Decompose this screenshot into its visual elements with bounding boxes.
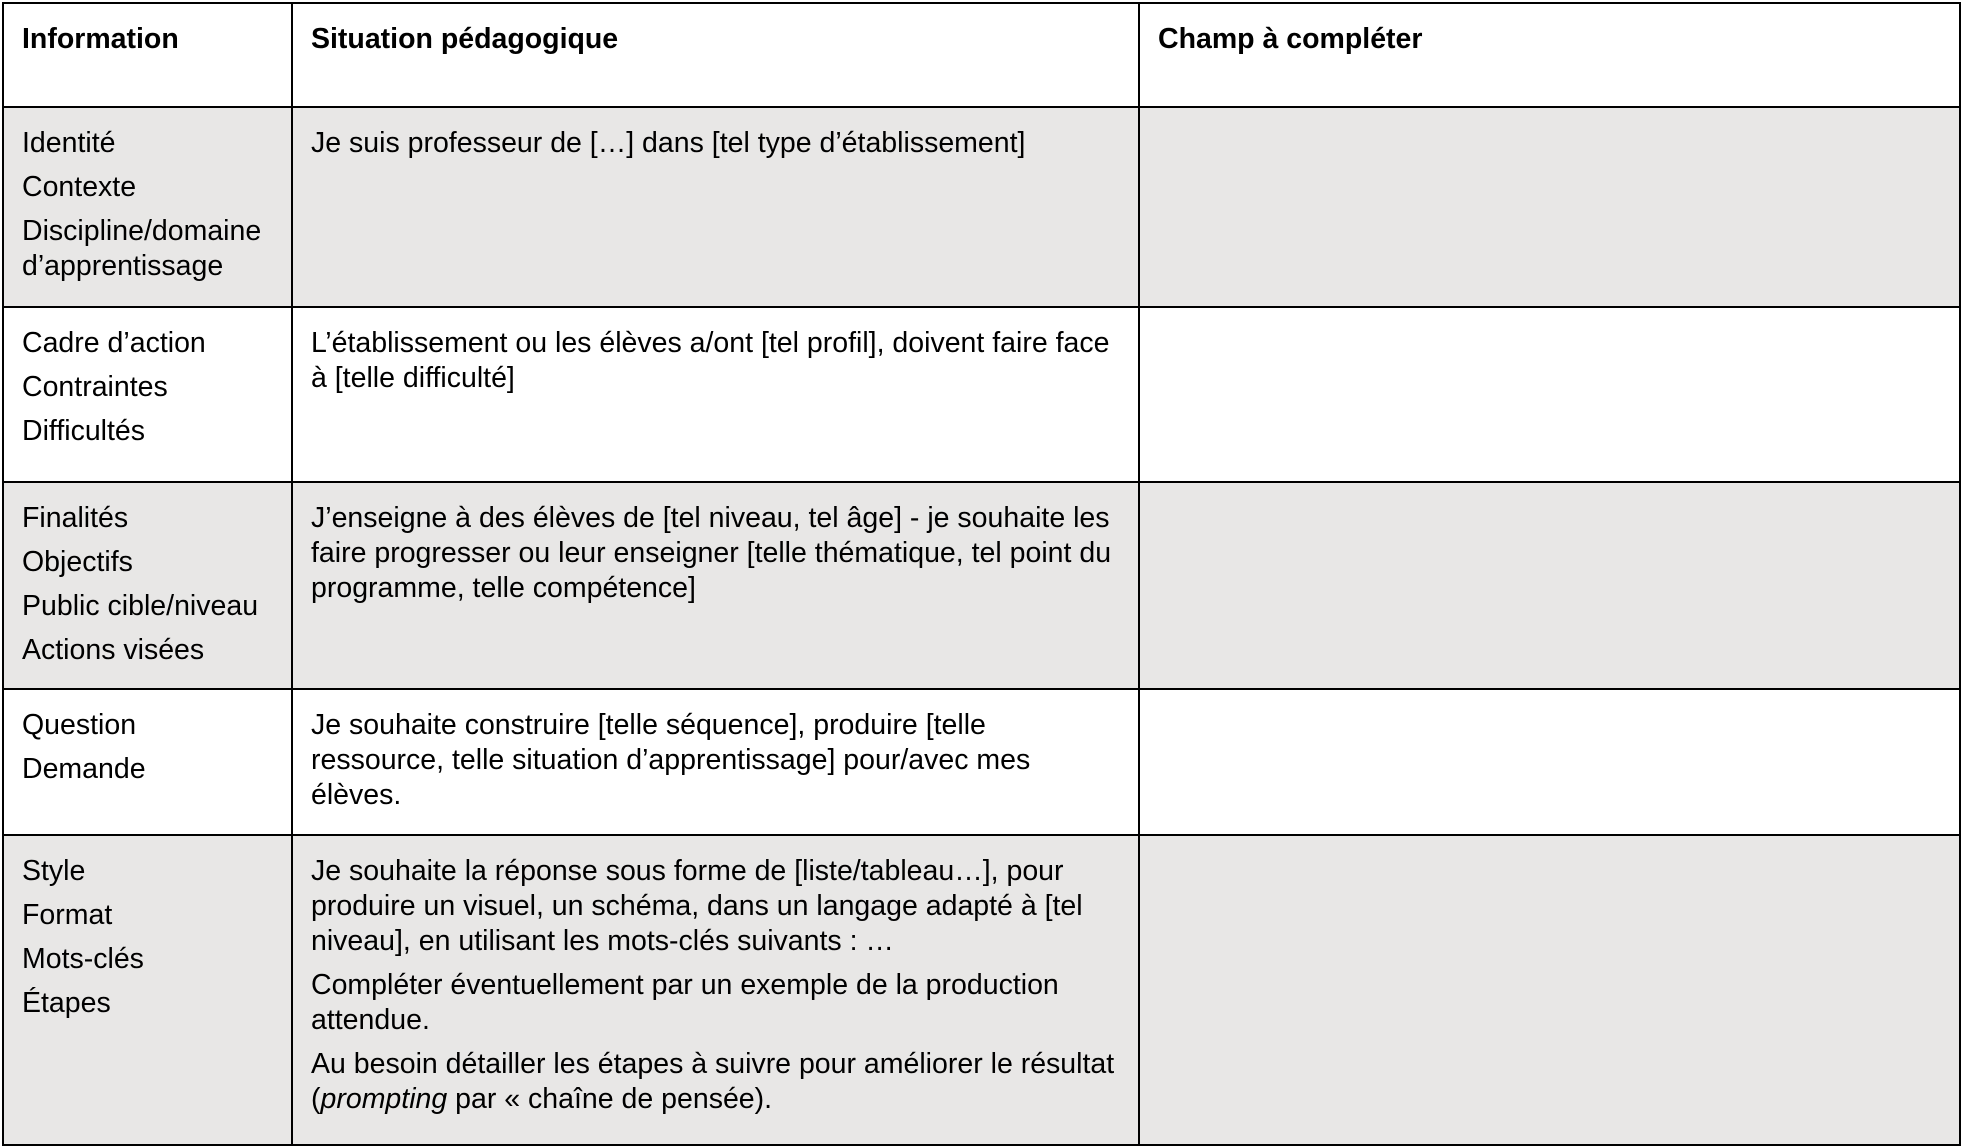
- row-label: Public cible/niveau: [22, 590, 259, 622]
- row-description: [292, 835, 1139, 1145]
- row-label: Cadre d’action: [22, 327, 206, 359]
- description-paragraph: L’établissement ou les élèves a/ont [tel profil], doivent faire face à [telle difficulté]: [311, 327, 1110, 394]
- row-label: Finalités: [22, 502, 129, 534]
- row-labels: [3, 107, 292, 307]
- row-label: Actions visées: [22, 634, 205, 666]
- prompt-template-table: [2, 2, 1961, 1146]
- row-label: Demande: [22, 753, 146, 785]
- header-information: Information: [3, 3, 292, 107]
- row-labels: [3, 689, 292, 835]
- row-label: Format: [22, 899, 113, 931]
- header-row: [3, 3, 1960, 107]
- row-label: Discipline/domaine d’apprentissage: [22, 215, 262, 282]
- header-champ-a-completer: Champ à compléter: [1139, 3, 1960, 107]
- row-label: Contexte: [22, 171, 137, 203]
- table-row: [3, 482, 1960, 689]
- row-label: Style: [22, 855, 86, 887]
- fill-field[interactable]: [1139, 107, 1960, 307]
- description-paragraph-steps: [311, 1047, 1120, 1117]
- row-labels: [3, 835, 292, 1145]
- fill-field[interactable]: [1139, 482, 1960, 689]
- description-paragraph: J’enseigne à des élèves de [tel niveau, tel âge] - je souhaite les faire progresser ou leur enseigner [telle thématique, tel point du programme, telle compétence]: [311, 502, 1112, 604]
- row-description: [292, 482, 1139, 689]
- table-row: [3, 307, 1960, 482]
- table-row: [3, 689, 1960, 835]
- fill-field[interactable]: [1139, 689, 1960, 835]
- row-label: Question: [22, 709, 137, 741]
- row-labels: [3, 482, 292, 689]
- description-paragraph: Je suis professeur de […] dans [tel type d’établissement]: [311, 127, 1026, 159]
- table-row: [3, 107, 1960, 307]
- fill-field[interactable]: [1139, 835, 1960, 1145]
- fill-field[interactable]: [1139, 307, 1960, 482]
- row-label: Étapes: [22, 987, 111, 1019]
- prompting-emphasis: prompting: [320, 1083, 448, 1115]
- row-label: Contraintes: [22, 371, 168, 403]
- table-row: [3, 835, 1960, 1145]
- row-label: Mots-clés: [22, 943, 144, 975]
- row-labels: [3, 307, 292, 482]
- row-description: [292, 107, 1139, 307]
- row-label: Objectifs: [22, 546, 133, 578]
- row-description: [292, 307, 1139, 482]
- description-paragraph: Je souhaite construire [telle séquence], produire [telle ressource, telle situation d’apprentissage] pour/avec mes élèves.: [311, 709, 1031, 811]
- description-paragraph: Compléter éventuellement par un exemple de la production attendue.: [311, 969, 1059, 1036]
- row-label: Difficultés: [22, 415, 146, 447]
- row-label: Identité: [22, 127, 116, 159]
- steps-text-after: par « chaîne de pensée).: [447, 1083, 773, 1115]
- description-paragraph: Je souhaite la réponse sous forme de [liste/tableau…], pour produire un visuel, un schéma, dans un langage adapté à [tel niveau], en utilisant les mots-clés suivants : …: [311, 855, 1083, 957]
- steps-text-before: Au besoin détailler les étapes à suivre pour améliorer le résultat (: [311, 1048, 1115, 1115]
- row-description: [292, 689, 1139, 835]
- header-situation-pedagogique: Situation pédagogique: [292, 3, 1139, 107]
